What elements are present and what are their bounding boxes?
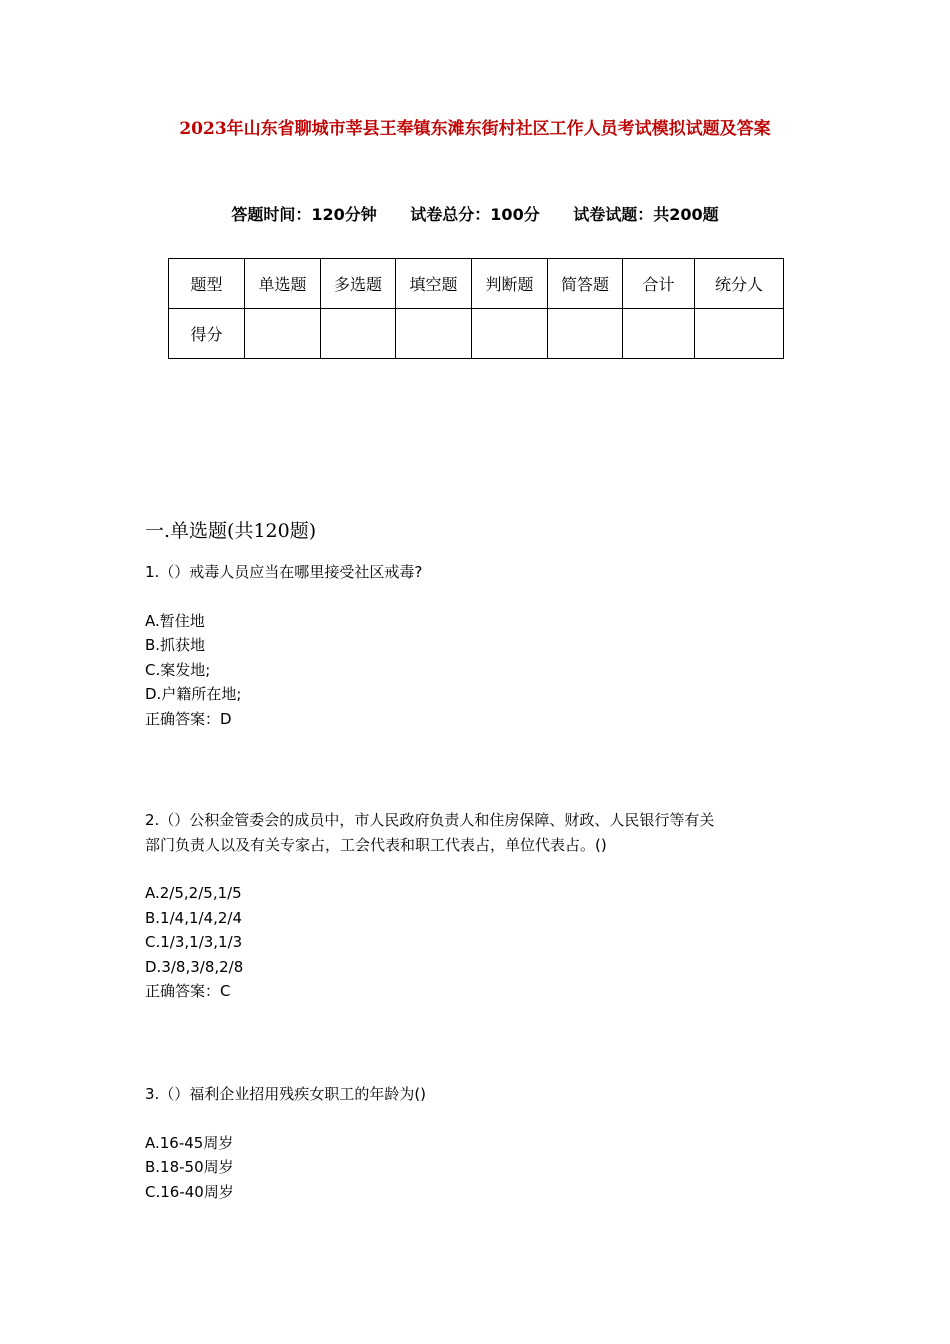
section-title: 一.单选题(共120题) [145, 520, 317, 542]
option: A.16-45周岁 [145, 1133, 234, 1152]
question-1 [145, 560, 815, 731]
option: C.1/3,1/3,1/3 [145, 933, 243, 951]
question-options [145, 609, 815, 732]
score-row-label: 得分 [169, 309, 245, 359]
score-cell [321, 309, 396, 359]
option: A.2/5,2/5,1/5 [145, 884, 242, 902]
question-text: 1.（）戒毒人员应当在哪里接受社区戒毒? [145, 563, 423, 581]
question-2 [145, 808, 815, 1004]
score-cell [623, 309, 695, 359]
score-table-header: 简答题 [548, 259, 623, 309]
exam-meta [0, 202, 950, 225]
score-table-header: 合计 [623, 259, 695, 309]
score-table-header: 填空题 [396, 259, 472, 309]
score-cell [548, 309, 623, 359]
question-text: 3.（）福利企业招用残疾女职工的年龄为() [145, 1085, 427, 1103]
score-table-header: 多选题 [321, 259, 396, 309]
score-table-score-row [169, 309, 784, 359]
option: B.1/4,1/4,2/4 [145, 908, 243, 927]
option: D.3/8,3/8,2/8 [145, 957, 244, 976]
answer: 正确答案：C [145, 982, 231, 1000]
option: D.户籍所在地; [145, 685, 242, 703]
option: B.18-50周岁 [145, 1158, 234, 1176]
score-table-header: 判断题 [472, 259, 548, 309]
option: B.抓获地 [145, 636, 206, 654]
exam-time: 答题时间：120分钟 [231, 205, 377, 224]
score-cell [695, 309, 784, 359]
score-table [168, 258, 784, 359]
answer: 正确答案：D [145, 709, 232, 728]
question-options [145, 881, 815, 1004]
question-text: 2.（）公积金管委会的成员中，市人民政府负责人和住房保障、财政、人民银行等有关 [145, 811, 715, 829]
score-table-header-row [169, 259, 784, 309]
exam-total-score: 试卷总分：100分 [410, 205, 540, 224]
score-table-header: 题型 [169, 259, 245, 309]
option: A.暂住地 [145, 611, 205, 630]
exam-question-count: 试卷试题：共200题 [573, 205, 719, 224]
question-text: 部门负责人以及有关专家占，工会代表和职工代表占，单位代表占。() [145, 835, 607, 854]
question-options [145, 1131, 815, 1205]
score-cell [245, 309, 321, 359]
option: C.案发地; [145, 660, 211, 679]
score-cell [396, 309, 472, 359]
page-title: 2023年山东省聊城市莘县王奉镇东滩东街村社区工作人员考试模拟试题及答案 [179, 119, 771, 139]
score-table-header: 统分人 [695, 259, 784, 309]
score-table-header: 单选题 [245, 259, 321, 309]
question-3 [145, 1082, 815, 1204]
score-cell [472, 309, 548, 359]
option: C.16-40周岁 [145, 1182, 234, 1201]
